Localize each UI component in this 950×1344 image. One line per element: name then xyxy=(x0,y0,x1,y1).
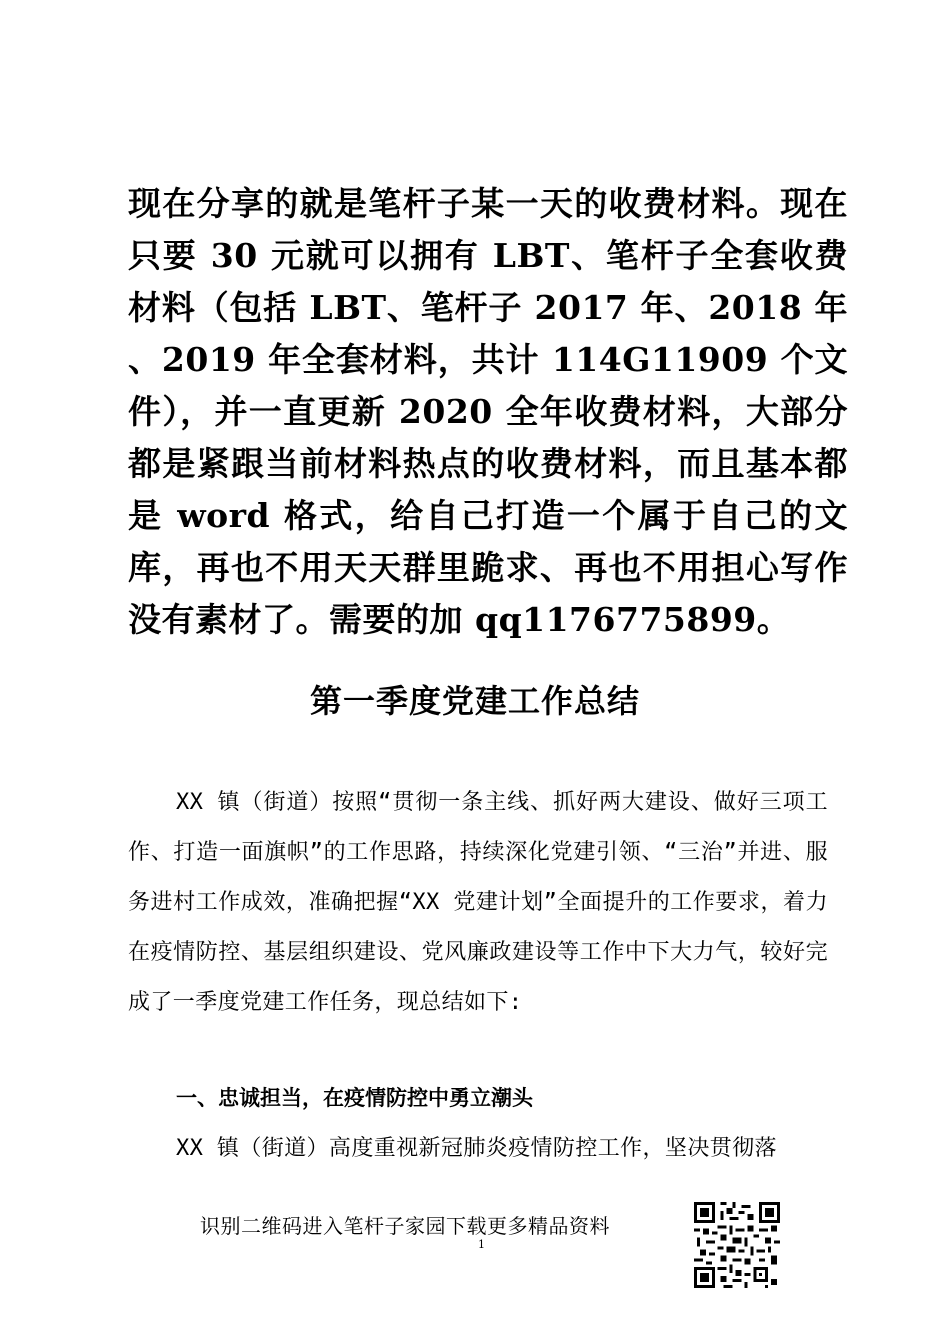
section-heading: 一、忠诚担当，在疫情防控中勇立潮头 xyxy=(176,1086,533,1110)
body-paragraph: XX 镇（街道）按照“贯彻一条主线、抓好两大建设、做好三项工作、打造一面旗帜”的工作思路，持续深化党建引领、“三治”并进、服务进村工作成效，准确把握“XX 党建计划”全面提升的工作要求，着力在疫情防控、基层组织建设、党风廉政建设等工作中下大力气，较好完成了一季度党建工作任务，现总结如下: xyxy=(128,790,828,1015)
body-paragraph-2: XX 镇（街道）高度重视新冠肺炎疫情防控工作，坚决贯彻落 xyxy=(176,1136,777,1161)
qr-code-icon[interactable] xyxy=(694,1202,780,1288)
promo-paragraph: 现在分享的就是笔杆子某一天的收费材料。现在只要 30 元就可以拥有 LBT、笔杆子全套收费材料（包括 LBT、笔杆子 2017 年、2018 年 、2019 年全套材料，共计 114G11909 个文件），并一直更新 2020 全年收费材料，大部分都是紧跟当前材料热点的收费材料，而且基本都是 word 格式，给自己打造一个属于自己的文库，再也不用天天群里跪求、再也不用担心写作没有素材了。需要的加 qq1176775899。 xyxy=(128,184,848,639)
footer-text: 识别二维码进入笔杆子家园下载更多精品资料 xyxy=(200,1214,610,1238)
page-number: 1 xyxy=(478,1238,485,1251)
document-title: 第一季度党建工作总结 xyxy=(309,682,640,720)
